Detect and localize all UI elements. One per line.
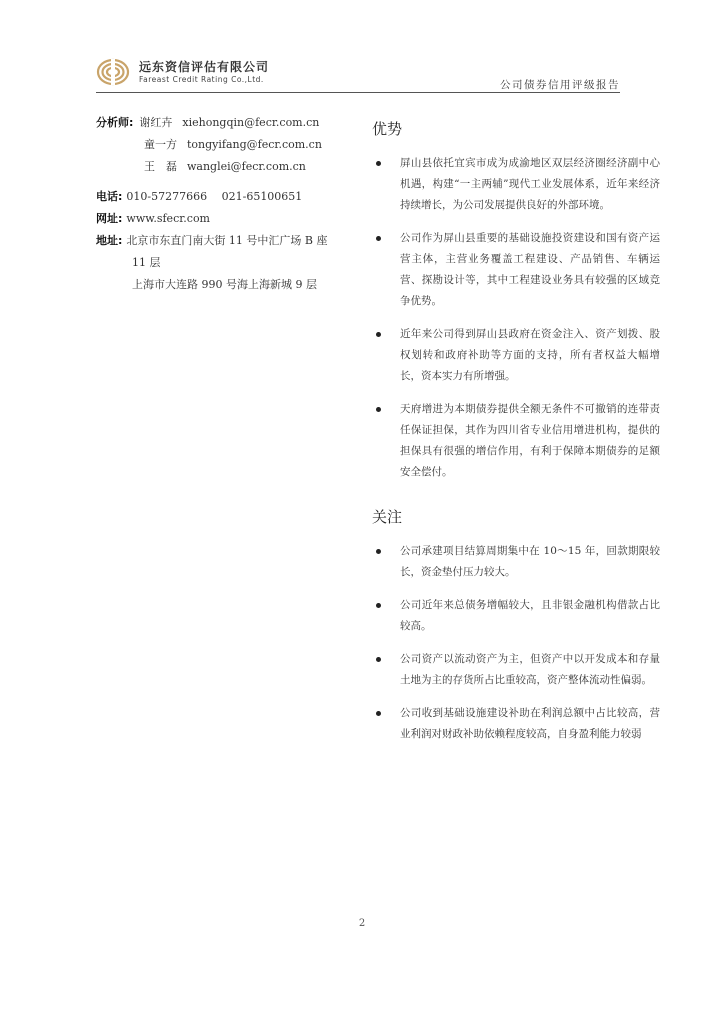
concern-item: 公司近年来总债务增幅较大，且非银金融机构借款占比较高。: [372, 595, 660, 637]
bullet-icon: [376, 236, 381, 241]
analyst-email: tongyifang@fecr.com.cn: [187, 138, 322, 151]
address-line: 上海市大连路 990 号海上海新城 9 层: [132, 278, 317, 291]
analysis-column: [372, 119, 660, 757]
contact-block: [96, 112, 356, 296]
company-name-en: Fareast Credit Rating Co.,Ltd.: [139, 75, 264, 84]
strength-item: 近年来公司得到屏山县政府在资金注入、资产划拨、股权划转和政府补助等方面的支持，所有者权益大幅增长，资本实力有所增强。: [372, 324, 660, 387]
header-divider: [96, 92, 620, 93]
company-logo-icon: [96, 58, 130, 86]
concern-item: 公司收到基础设施建设补助在利润总额中占比较高，营业利润对财政补助依赖程度较高，自身盈利能力较弱: [372, 703, 660, 745]
strength-item: 天府增进为本期债券提供全额无条件不可撤销的连带责任保证担保，其作为四川省专业信用增进机构，提供的担保具有很强的增信作用，有利于保障本期债券的足额安全偿付。: [372, 399, 660, 483]
address-label: 地址:: [96, 234, 123, 247]
concern-item: 公司资产以流动资产为主，但资产中以开发成本和存量土地为主的存货所占比重较高，资产整体流动性偏弱。: [372, 649, 660, 691]
concerns-title: 关注: [372, 508, 403, 526]
phone-label: 电话:: [96, 190, 123, 203]
bullet-icon: [376, 407, 381, 412]
address-row: [96, 230, 356, 252]
bullet-icon: [376, 332, 381, 337]
strength-item: 公司作为屏山县重要的基础设施投资建设和国有资产运营主体，主营业务覆盖工程建设、产品销售、车辆运营、探勘设计等，其中工程建设业务具有较强的区域竞争优势。: [372, 228, 660, 312]
analyst-name: 童一方: [144, 138, 177, 151]
page-number: 2: [358, 918, 366, 929]
analyst-row: [96, 112, 356, 134]
analyst-name: 王 磊: [144, 160, 177, 173]
strengths-title: 优势: [372, 120, 403, 138]
analyst-email: wanglei@fecr.com.cn: [187, 160, 306, 173]
analyst-email: xiehongqin@fecr.com.cn: [182, 116, 320, 129]
analyst-name: 谢红卉: [139, 116, 173, 129]
concern-item: 公司承建项目结算周期集中在 10～15 年，回款期限较长，资金垫付压力较大。: [372, 541, 660, 583]
bullet-icon: [376, 657, 381, 662]
bullet-icon: [376, 711, 381, 716]
report-type-title: 公司债券信用评级报告: [500, 79, 620, 91]
company-name-cn: 远东资信评估有限公司: [139, 60, 270, 74]
address-line: 北京市东直门南大街 11 号中汇广场 B 座: [126, 234, 328, 247]
address-line: 11 层: [132, 256, 161, 269]
bullet-icon: [376, 161, 381, 166]
analyst-row: [96, 156, 356, 178]
bullet-icon: [376, 549, 381, 554]
strength-item: 屏山县依托宜宾市成为成渝地区双层经济圈经济副中心机遇，构建“一主两辅”现代工业发展体系，近年来经济持续增长，为公司发展提供良好的外部环境。: [372, 153, 660, 216]
website-value: www.sfecr.com: [126, 212, 210, 225]
website-row: [96, 208, 356, 230]
analyst-row: [96, 134, 356, 156]
website-label: 网址:: [96, 212, 123, 225]
phone-value: 010-57277666 021-65100651: [126, 190, 303, 203]
phone-row: [96, 186, 356, 208]
analysts-label: 分析师:: [96, 116, 134, 129]
bullet-icon: [376, 603, 381, 608]
